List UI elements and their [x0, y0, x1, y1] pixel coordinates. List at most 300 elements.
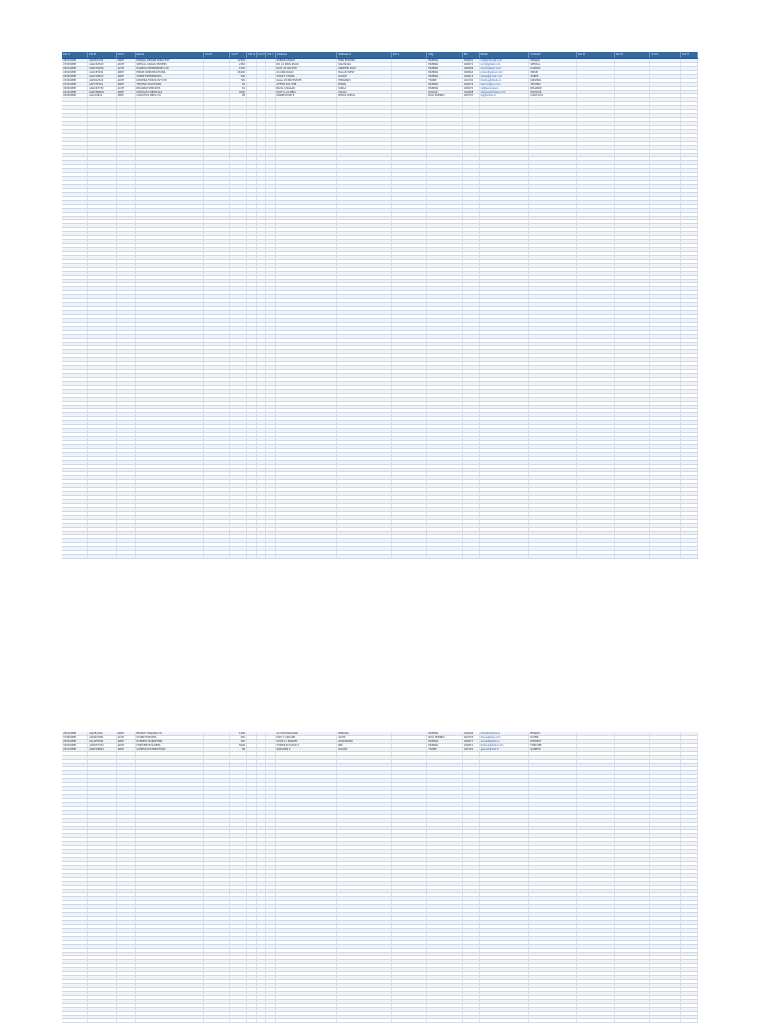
table-cell: [266, 543, 275, 546]
table-cell: [266, 799, 275, 802]
table-cell: [615, 339, 651, 342]
table-cell: [650, 287, 681, 290]
table-cell: [337, 406, 392, 409]
table-cell: [529, 280, 576, 283]
table-cell: [681, 799, 698, 802]
table-cell: [427, 539, 463, 542]
table-cell: [257, 374, 266, 377]
table-cell: [230, 287, 247, 290]
table-cell: [266, 905, 275, 908]
table-cell: [276, 315, 338, 318]
table-cell: [117, 1000, 136, 1003]
table-cell: [577, 126, 615, 129]
table-cell: [463, 520, 480, 523]
table-cell: [257, 154, 266, 157]
table-cell: [681, 968, 698, 971]
table-cell: [136, 472, 205, 475]
table-cell: [136, 354, 205, 357]
table-cell: [577, 154, 615, 157]
table-cell: divine@exp.com: [480, 736, 530, 739]
table-cell: [337, 146, 392, 149]
table-cell: [577, 956, 615, 959]
table-cell: [257, 437, 266, 440]
table-cell: [204, 161, 230, 164]
table-cell: [392, 866, 428, 869]
table-cell: [230, 893, 247, 896]
table-cell: [337, 197, 392, 200]
table-cell: [529, 917, 576, 920]
data-rows: [62, 732, 698, 1023]
table-cell: [247, 378, 256, 381]
table-cell: [577, 110, 615, 113]
table-cell: [392, 307, 428, 310]
table-cell: [136, 890, 205, 893]
table-cell: ACVP: [117, 736, 136, 739]
table-cell: [247, 905, 256, 908]
table-cell: [257, 244, 266, 247]
table-cell: [480, 461, 530, 464]
table-cell: [577, 846, 615, 849]
table-cell: [615, 177, 651, 180]
table-cell: [392, 390, 428, 393]
table-cell: [204, 823, 230, 826]
table-cell: [230, 205, 247, 208]
table-cell: [257, 937, 266, 940]
table-cell: [427, 358, 463, 361]
table-cell: [276, 429, 338, 432]
table-cell: [247, 280, 256, 283]
table-cell: [204, 335, 230, 338]
table-cell: [529, 220, 576, 223]
table-cell: [247, 362, 256, 365]
table-cell: [62, 834, 88, 837]
table-cell: [480, 413, 530, 416]
table-cell: [650, 933, 681, 936]
table-cell: [463, 122, 480, 125]
table-cell: [117, 830, 136, 833]
table-cell: [257, 469, 266, 472]
table-cell: [88, 496, 116, 499]
table-cell: [392, 122, 428, 125]
table-cell: [529, 256, 576, 259]
table-cell: [577, 913, 615, 916]
table-cell: [62, 354, 88, 357]
table-cell: [136, 862, 205, 865]
table-cell: [463, 417, 480, 420]
table-cell: [480, 102, 530, 105]
table-cell: [230, 878, 247, 881]
table-cell: [577, 882, 615, 885]
table-cell: [463, 449, 480, 452]
table-cell: [136, 295, 205, 298]
table-cell: [427, 547, 463, 550]
table-cell: [427, 437, 463, 440]
table-cell: [577, 185, 615, 188]
table-cell: [577, 252, 615, 255]
table-cell: [62, 921, 88, 924]
table-cell: [136, 350, 205, 353]
table-cell: [463, 866, 480, 869]
table-cell: [230, 555, 247, 558]
table-cell: [337, 398, 392, 401]
table-cell: [204, 945, 230, 948]
table-cell: AAMCF7702: [88, 744, 116, 747]
table-cell: [615, 504, 651, 507]
table-cell: [230, 870, 247, 873]
table-cell: [88, 138, 116, 141]
table-cell: [337, 850, 392, 853]
table-cell: [247, 964, 256, 967]
table-cell: [529, 551, 576, 554]
table-cell: [650, 949, 681, 952]
table-cell: [117, 268, 136, 271]
table-cell: [615, 866, 651, 869]
table-cell: [337, 370, 392, 373]
table-cell: [117, 327, 136, 330]
table-cell: [257, 783, 266, 786]
table-cell: [650, 362, 681, 365]
table-cell: [230, 886, 247, 889]
table-cell: [650, 866, 681, 869]
table-cell: [463, 469, 480, 472]
table-cell: [62, 846, 88, 849]
table-cell: [577, 453, 615, 456]
table-cell: [463, 795, 480, 798]
table-cell: SPECIAL CARGO MOVERS: [136, 63, 205, 66]
table-cell: [276, 488, 338, 491]
table-cell: [117, 193, 136, 196]
table-cell: [117, 366, 136, 369]
table-cell: [615, 83, 651, 86]
table-cell: [247, 197, 256, 200]
table-cell: [463, 756, 480, 759]
table-cell: [257, 311, 266, 314]
table-cell: mahavir@chem.com: [480, 91, 530, 94]
table-cell: [427, 291, 463, 294]
table-cell: NAVI MUMBAI: [427, 94, 463, 97]
table-cell: [136, 366, 205, 369]
table-cell: [204, 732, 230, 735]
table-cell: [88, 382, 116, 385]
table-cell: [257, 496, 266, 499]
table-cell: [427, 949, 463, 952]
table-cell: [615, 228, 651, 231]
table-cell: [681, 429, 698, 432]
table-cell: [230, 433, 247, 436]
table-cell: [337, 807, 392, 810]
table-cell: [266, 354, 275, 357]
table-cell: [62, 996, 88, 999]
table-cell: [529, 409, 576, 412]
table-cell: [204, 197, 230, 200]
table-cell: [247, 154, 256, 157]
table-cell: [230, 256, 247, 259]
table-cell: [480, 445, 530, 448]
table-cell: [615, 142, 651, 145]
table-cell: [136, 823, 205, 826]
table-cell: [266, 921, 275, 924]
table-cell: [230, 488, 247, 491]
table-cell: [136, 327, 205, 330]
table-cell: [529, 173, 576, 176]
table-cell: KALYAN: [337, 748, 392, 751]
table-cell: [117, 953, 136, 956]
table-cell: [577, 878, 615, 881]
table-cell: [266, 732, 275, 735]
table-cell: [337, 893, 392, 896]
table-cell: [230, 964, 247, 967]
table-cell: [463, 102, 480, 105]
table-cell: [136, 555, 205, 558]
table-cell: [392, 150, 428, 153]
table-cell: [681, 146, 698, 149]
table-cell: [392, 189, 428, 192]
table-cell: fortune@build.com: [480, 744, 530, 747]
table-cell: [88, 823, 116, 826]
table-cell: [427, 248, 463, 251]
table-cell: [427, 469, 463, 472]
table-cell: [117, 323, 136, 326]
table-cell: [230, 972, 247, 975]
table-cell: [136, 421, 205, 424]
table-cell: [681, 532, 698, 535]
table-cell: [577, 409, 615, 412]
table-cell: [136, 287, 205, 290]
table-cell: [247, 358, 256, 361]
table-cell: [266, 949, 275, 952]
table-cell: [204, 319, 230, 322]
table-cell: 12345: [230, 59, 247, 62]
table-cell: [257, 354, 266, 357]
table-cell: [615, 775, 651, 778]
table-cell: [529, 508, 576, 511]
table-cell: [230, 228, 247, 231]
table-cell: [136, 142, 205, 145]
table-cell: [392, 775, 428, 778]
table-cell: [117, 472, 136, 475]
table-cell: [650, 98, 681, 101]
table-cell: [247, 858, 256, 861]
table-cell: [117, 854, 136, 857]
table-cell: [577, 87, 615, 90]
table-cell: [266, 224, 275, 227]
table-cell: [337, 846, 392, 849]
table-cell: MUMBAI: [427, 71, 463, 74]
table-cell: [463, 165, 480, 168]
table-cell: [463, 760, 480, 763]
table-cell: [480, 425, 530, 428]
table-cell: [247, 457, 256, 460]
table-cell: [230, 807, 247, 810]
table-cell: [204, 862, 230, 865]
table-cell: [480, 157, 530, 160]
table-cell: [136, 268, 205, 271]
table-cell: [276, 1012, 338, 1015]
table-cell: [247, 441, 256, 444]
table-cell: [463, 260, 480, 263]
table-cell: [136, 134, 205, 137]
table-cell: [529, 398, 576, 401]
table-cell: [577, 838, 615, 841]
table-cell: [117, 402, 136, 405]
table-cell: [463, 150, 480, 153]
table-cell: [247, 752, 256, 755]
table-cell: [257, 854, 266, 857]
table-cell: GODOWN 4: [276, 748, 338, 751]
table-cell: [529, 862, 576, 865]
table-cell: [247, 504, 256, 507]
table-cell: [681, 897, 698, 900]
column-header: Col B: [88, 52, 116, 58]
table-cell: [136, 905, 205, 908]
table-cell: [247, 142, 256, 145]
table-cell: [62, 232, 88, 235]
table-cell: [392, 799, 428, 802]
table-cell: [427, 209, 463, 212]
table-cell: [88, 98, 116, 101]
table-cell: [117, 421, 136, 424]
table-cell: [615, 929, 651, 932]
table-cell: [529, 878, 576, 881]
table-cell: [257, 976, 266, 979]
table-cell: [257, 929, 266, 932]
table-cell: KURLA: [337, 87, 392, 90]
table-cell: [117, 1012, 136, 1015]
table-cell: [463, 984, 480, 987]
table-cell: [392, 815, 428, 818]
table-cell: [136, 177, 205, 180]
table-cell: ABVP: [117, 748, 136, 751]
table-cell: [247, 897, 256, 900]
table-cell: [257, 838, 266, 841]
table-cell: [427, 803, 463, 806]
table-cell: [427, 268, 463, 271]
table-cell: [117, 937, 136, 940]
table-cell: KRISHNA FOODS PVT LTD: [136, 79, 205, 82]
table-cell: [392, 354, 428, 357]
table-cell: [615, 756, 651, 759]
table-cell: [136, 291, 205, 294]
table-cell: [480, 984, 530, 987]
table-cell: [577, 358, 615, 361]
table-cell: [62, 118, 88, 121]
table-cell: [257, 897, 266, 900]
table-cell: [480, 775, 530, 778]
table-cell: [392, 984, 428, 987]
table-cell: [615, 551, 651, 554]
table-cell: [247, 256, 256, 259]
table-cell: [266, 154, 275, 157]
table-cell: [117, 197, 136, 200]
table-cell: [230, 280, 247, 283]
table-cell: [266, 811, 275, 814]
table-cell: BLDG 4 NAGAR: [276, 87, 338, 90]
table-cell: [577, 500, 615, 503]
table-cell: [204, 142, 230, 145]
table-cell: [62, 106, 88, 109]
table-cell: [337, 803, 392, 806]
table-cell: [650, 417, 681, 420]
table-cell: [577, 248, 615, 251]
table-cell: [463, 311, 480, 314]
table-cell: [204, 760, 230, 763]
table-cell: [276, 374, 338, 377]
table-cell: [681, 811, 698, 814]
table-cell: [480, 767, 530, 770]
table-cell: [88, 346, 116, 349]
table-cell: [480, 394, 530, 397]
table-cell: [136, 949, 205, 952]
table-cell: U65100MH: [62, 59, 88, 62]
table-cell: [681, 63, 698, 66]
table-cell: [615, 508, 651, 511]
table-cell: [529, 484, 576, 487]
table-cell: [529, 976, 576, 979]
table-cell: [247, 264, 256, 267]
table-cell: [276, 496, 338, 499]
table-cell: [136, 775, 205, 778]
table-cell: [88, 858, 116, 861]
table-cell: [392, 398, 428, 401]
table-cell: U45400MH: [62, 744, 88, 747]
table-cell: HIKO ESTATES: [337, 59, 392, 62]
table-cell: 88: [230, 94, 247, 97]
table-cell: [117, 220, 136, 223]
table-cell: [427, 441, 463, 444]
table-cell: [88, 157, 116, 160]
table-cell: [681, 315, 698, 318]
table-cell: [257, 1000, 266, 1003]
table-cell: [276, 807, 338, 810]
table-cell: [427, 299, 463, 302]
table-cell: [136, 256, 205, 259]
table-cell: [266, 386, 275, 389]
table-cell: BHIWANDI: [337, 79, 392, 82]
table-cell: [392, 532, 428, 535]
table-cell: [204, 425, 230, 428]
table-cell: [337, 150, 392, 153]
table-cell: [529, 417, 576, 420]
table-cell: [529, 165, 576, 168]
table-cell: [62, 343, 88, 346]
table-cell: [88, 276, 116, 279]
table-cell: [266, 350, 275, 353]
table-cell: [681, 775, 698, 778]
table-cell: [247, 732, 256, 735]
table-cell: [681, 555, 698, 558]
table-cell: [615, 732, 651, 735]
table-cell: [650, 882, 681, 885]
table-cell: [257, 71, 266, 74]
table-cell: [577, 307, 615, 310]
table-cell: [650, 465, 681, 468]
table-cell: [463, 382, 480, 385]
table-cell: [480, 299, 530, 302]
table-cell: [681, 398, 698, 401]
table-cell: [577, 484, 615, 487]
column-header-row: [62, 52, 698, 59]
table-cell: [577, 929, 615, 932]
table-cell: [577, 311, 615, 314]
table-cell: [204, 929, 230, 932]
table-cell: [62, 949, 88, 952]
table-cell: [615, 126, 651, 129]
table-cell: [681, 524, 698, 527]
table-cell: [230, 291, 247, 294]
table-cell: [62, 228, 88, 231]
table-cell: [681, 390, 698, 393]
table-cell: [247, 287, 256, 290]
